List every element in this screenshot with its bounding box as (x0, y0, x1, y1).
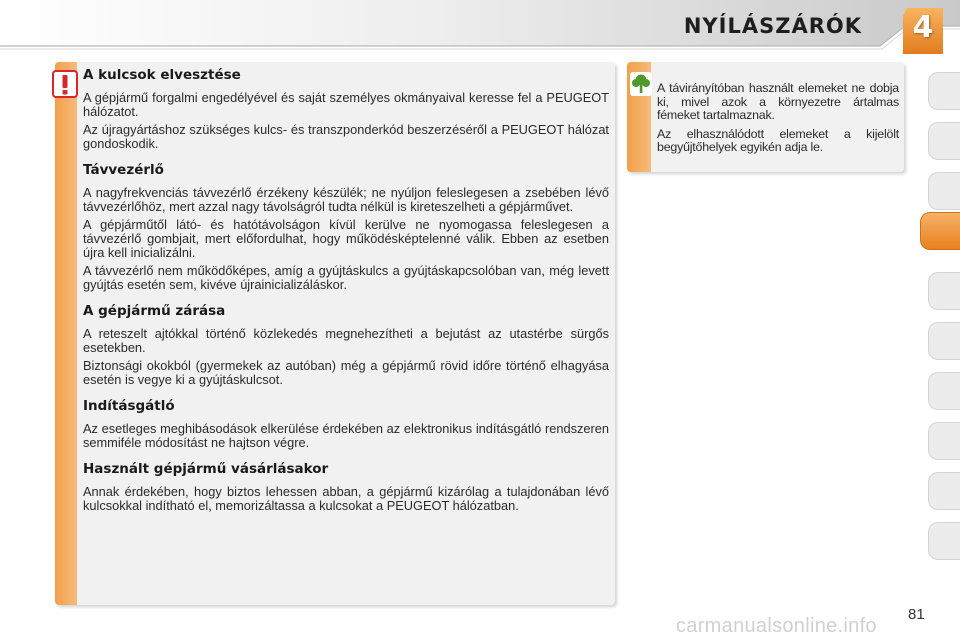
chapter-tab[interactable] (928, 322, 960, 360)
page-number: 81 (908, 606, 925, 623)
tree-eco-icon (630, 72, 652, 96)
panel-accent-bar (55, 62, 77, 605)
chapter-tab[interactable] (928, 122, 960, 160)
chapter-number: 4 (912, 10, 934, 45)
paragraph: A gépjárműtől látó- és hatótávolságon kívül kerülve ne nyomogassa feleslegesen a távvezérlő gombjait, mert előfordulhat, hogy működésképtelenné válik. Ebben az esetben újra kell inicializálni. (83, 217, 609, 260)
section-remote-control (83, 162, 609, 292)
paragraph: A távvezérlő nem működőképes, amíg a gyújtáskulcs a gyújtáskapcsolóban van, még levett gyújtás esetén sem, kivéve újrainicializáláskor. (83, 263, 609, 292)
chapter-tab[interactable] (928, 372, 960, 410)
chapter-tab[interactable] (928, 472, 960, 510)
chapter-tab[interactable] (928, 72, 960, 110)
section-lost-keys (83, 67, 609, 151)
paragraph: Annak érdekében, hogy biztos lehessen abban, a gépjármű kizárólag a tulajdonában lévő kulcsokkal indítható el, memorizáltassa a kulcsokat a PEUGEOT hálózatban. (83, 484, 609, 513)
chapter-title: NYÍLÁSZÁRÓK (683, 14, 862, 38)
chapter-tab[interactable] (928, 172, 960, 210)
paragraph: A nagyfrekvenciás távvezérlő érzékeny készülék; ne nyúljon feleslegesen a zsebében lévő távvezérlőhöz, mert azzal nagy távolságról tudta nélkül is kireteszelheti a gépjárművet. (83, 185, 609, 214)
section-title: Indításgátló (83, 398, 175, 414)
section-used-vehicle (83, 461, 609, 513)
paragraph: A reteszelt ajtókkal történő közlekedés megnehezítheti a bejutást az utastérbe sürgős esetekben. (83, 326, 609, 355)
paragraph: A gépjármű forgalmi engedélyével és saját személyes okmányaival keresse fel a PEUGEOT hálózatot. (83, 90, 609, 119)
main-info-panel (55, 62, 615, 605)
section-title: A kulcsok elvesztése (83, 67, 241, 83)
paragraph: Az elhasználódott elemeket a kijelölt begyűjtőhelyek egyikén adja le. (657, 126, 899, 154)
section-title: Használt gépjármű vásárlásakor (83, 461, 329, 477)
section-title: A gépjármű zárása (83, 303, 226, 319)
warning-exclamation-icon (52, 70, 78, 98)
chapter-tabs (928, 72, 960, 580)
watermark: carmanualsonline.info (676, 615, 877, 637)
chapter-tab[interactable] (928, 522, 960, 560)
paragraph: Az esetleges meghibásodások elkerülése érdekében az elektronikus indításgátló rendszeren semmiféle módosítást ne hajtson végre. (83, 421, 609, 450)
section-title: Távvezérlő (83, 162, 164, 178)
chapter-tab-active[interactable] (920, 212, 960, 250)
paragraph: Biztonsági okokból (gyermekek az autóban) még a gépjármű rövid időre történő elhagyása esetén is vegye ki a gyújtáskulcsot. (83, 358, 609, 387)
eco-content (657, 82, 899, 160)
chapter-tab[interactable] (928, 272, 960, 310)
main-content (83, 67, 609, 524)
paragraph: A távirányítóban használt elemeket ne dobja ki, mivel azok a környezetre ártalmas fémeket tartalmaznak. (657, 81, 899, 122)
paragraph: Az újragyártáshoz szükséges kulcs- és transzponderkód beszerzéséről a PEUGEOT hálózat gondoskodik. (83, 122, 609, 151)
section-immobiliser (83, 398, 609, 450)
environment-info-panel (627, 62, 904, 172)
chapter-tab[interactable] (928, 422, 960, 460)
section-vehicle-locking (83, 303, 609, 387)
